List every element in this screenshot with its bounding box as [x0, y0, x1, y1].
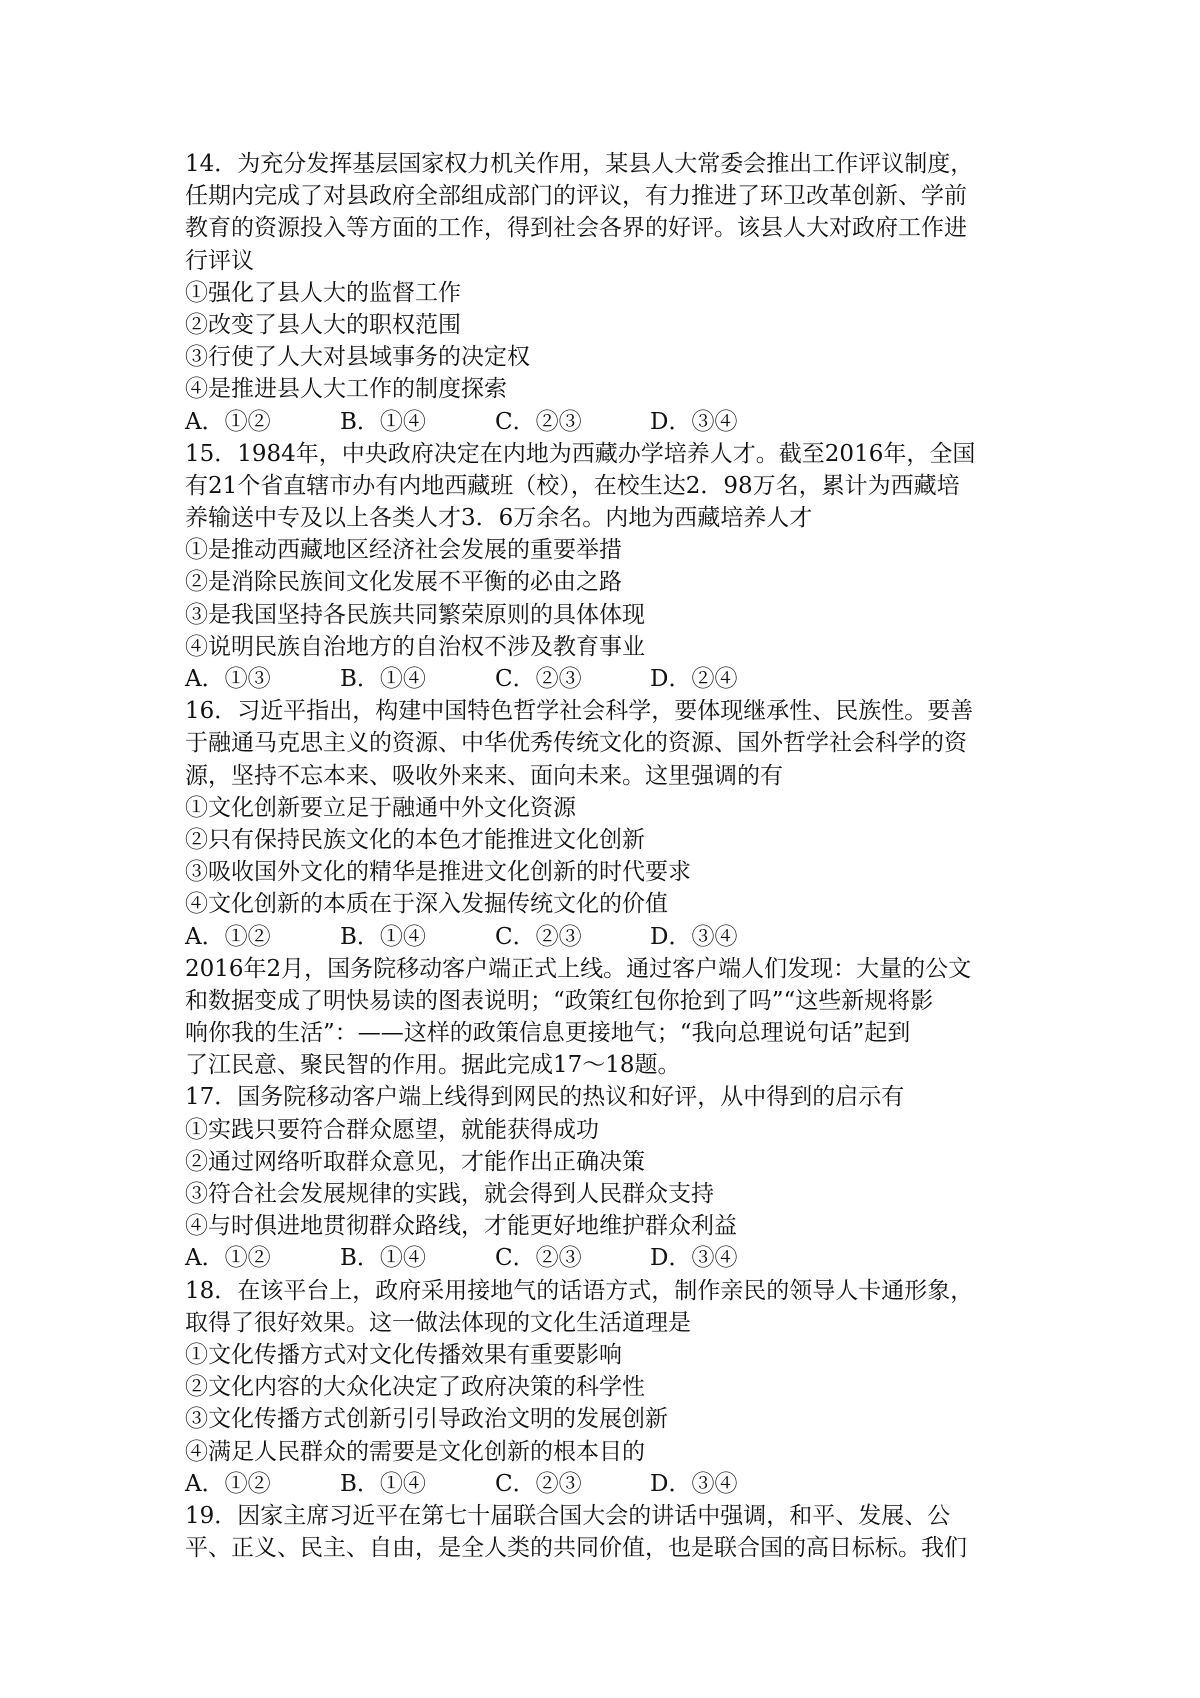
option-a: A．①②: [185, 1470, 271, 1497]
option-b: B．①④: [340, 666, 426, 692]
option-a: A．①②: [185, 1245, 271, 1272]
option-d: D．③④: [650, 923, 738, 950]
question-19: [185, 1500, 1045, 1564]
option-b: B．①④: [340, 923, 426, 950]
question-stem-line: 18．在该平台上，政府采用接地气的话语方式，制作亲民的领导人卡通形象，: [185, 1277, 974, 1304]
option-d: D．③④: [650, 1470, 738, 1497]
question-15: [185, 438, 1045, 696]
question-18: [185, 1275, 1045, 1500]
question-stem-line: 养输送中专及以上各类人才3．6万余名。内地为西藏培养人才: [185, 505, 813, 532]
statement-item: ②是消除民族间文化发展不平衡的必由之路: [185, 569, 622, 596]
option-d: D．②④: [650, 666, 738, 692]
statement-item: ③符合社会发展规律的实践，就会得到人民群众支持: [185, 1181, 714, 1207]
statement-item: ④是推进县人大工作的制度探索: [185, 376, 507, 403]
answer-options: [185, 406, 1045, 438]
statement-item: ①强化了县人大的监督工作: [185, 279, 461, 306]
exam-page: [185, 148, 1045, 1564]
question-stem-line: 17．国务院移动客户端上线得到网民的热议和好评，从中得到的启示有: [185, 1084, 905, 1111]
statement-item: ②改变了县人大的职权范围: [185, 311, 461, 338]
statement-item: ③吸收国外文化的精华是推进文化创新的时代要求: [185, 859, 691, 886]
option-c: C．②③: [495, 923, 582, 950]
question-stem-line: 行评议: [185, 247, 254, 274]
option-d: D．③④: [650, 408, 738, 435]
statement-item: ②文化内容的大众化决定了政府决策的科学性: [185, 1374, 645, 1401]
question-17: [185, 1081, 1045, 1274]
option-b: B．①④: [340, 1245, 426, 1272]
answer-options: [185, 1242, 1045, 1274]
option-b: B．①④: [340, 408, 426, 435]
statement-item: ②只有保持民族文化的本色才能推进文化创新: [185, 826, 645, 853]
statement-item: ③是我国坚持各民族共同繁荣原则的具体体现: [185, 601, 645, 628]
question-stem-line: 19．因家主席习近平在第七十届联合国大会的讲话中强调，和平、发展、公: [185, 1502, 951, 1529]
option-b: B．①④: [340, 1470, 426, 1497]
passage-line: 了江民意、聚民智的作用。据此完成17～18题。: [185, 1052, 681, 1079]
option-c: C．②③: [495, 1245, 582, 1272]
answer-options: [185, 1468, 1045, 1500]
statement-item: ①是推动西藏地区经济社会发展的重要举措: [185, 537, 622, 564]
statement-item: ①实践只要符合群众愿望，就能获得成功: [185, 1116, 599, 1143]
question-stem-line: 于融通马克思主义的资源、中华优秀传统文化的资源、国外哲学社会科学的资: [185, 730, 967, 757]
answer-options: [185, 663, 1045, 695]
statement-item: ③文化传播方式创新引引导政治文明的发展创新: [185, 1406, 668, 1433]
material-passage: [185, 953, 1045, 1082]
passage-line: 2016年2月，国务院移动客户端正式上线。通过客户端人们发现：大量的公文: [185, 955, 972, 982]
question-14: [185, 148, 1045, 438]
question-stem-line: 有21个省直辖市办有内地西藏班（校），在校生达2．98万名，累计为西藏培: [185, 472, 960, 499]
option-a: A．①②: [185, 408, 271, 435]
question-stem-line: 取得了很好效果。这一做法体现的文化生活道理是: [185, 1309, 691, 1336]
question-stem-line: 14．为充分发挥基层国家权力机关作用，某县人大常委会推出工作评议制度，: [185, 151, 974, 177]
question-stem-line: 源，坚持不忘本来、吸收外来来、面向未来。这里强调的有: [185, 762, 783, 789]
passage-line: 响你我的生活”：——这样的政策信息更接地气；“我向总理说句话”起到: [185, 1020, 911, 1047]
statement-item: ①文化传播方式对文化传播效果有重要影响: [185, 1341, 622, 1368]
option-a: A．①②: [185, 923, 271, 950]
passage-line: 和数据变成了明快易读的图表说明；“政策红包你抢到了吗”“这些新规将影: [185, 987, 934, 1014]
option-c: C．②③: [495, 1470, 582, 1497]
statement-item: ④文化创新的本质在于深入发掘传统文化的价值: [185, 891, 668, 918]
question-stem-line: 任期内完成了对县政府全部组成部门的评议，有力推进了环卫改革创新、学前: [185, 183, 967, 210]
statement-item: ④与时俱进地贯彻群众路线，才能更好地维护群众利益: [185, 1213, 737, 1240]
answer-options: [185, 921, 1045, 953]
statement-item: ②通过网络听取群众意见，才能作出正确决策: [185, 1148, 645, 1175]
question-16: [185, 695, 1045, 953]
question-stem-line: 16．习近平指出，构建中国特色哲学社会科学，要体现继承性、民族性。要善: [185, 698, 974, 725]
question-stem-line: 教育的资源投入等方面的工作，得到社会各界的好评。该县人大对政府工作进: [185, 215, 967, 242]
option-a: A．①③: [185, 666, 271, 692]
option-d: D．③④: [650, 1245, 738, 1272]
statement-item: ①文化创新要立足于融通中外文化资源: [185, 794, 576, 821]
statement-item: ④说明民族自治地方的自治权不涉及教育事业: [185, 633, 645, 660]
question-stem-line: 15．1984年，中央政府决定在内地为西藏办学培养人才。截至2016年，全国: [185, 440, 976, 467]
statement-item: ④满足人民群众的需要是文化创新的根本目的: [185, 1438, 645, 1465]
option-c: C．②③: [495, 408, 582, 435]
question-stem-line: 平、正义、民主、自由，是全人类的共同价值，也是联合国的高日标标。我们: [185, 1535, 967, 1562]
option-c: C．②③: [495, 666, 582, 692]
statement-item: ③行使了人大对县域事务的决定权: [185, 344, 530, 371]
